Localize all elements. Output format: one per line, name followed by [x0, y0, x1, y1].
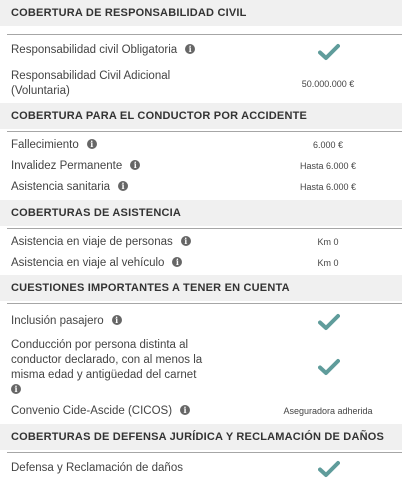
check-icon	[318, 313, 340, 331]
coverage-label: Responsabilidad Civil Adicional (Voluntaria)	[11, 70, 171, 97]
coverage-label	[11, 404, 190, 419]
info-icon[interactable]: i	[185, 44, 195, 54]
coverage-label	[11, 235, 191, 250]
coverage-label-text: Asistencia en viaje al vehículo	[11, 257, 165, 269]
info-icon[interactable]: i	[112, 315, 122, 325]
coverage-label	[11, 138, 97, 153]
section-divider	[7, 131, 402, 132]
coverage-value: Aseguradora adherida	[283, 406, 373, 416]
coverage-label	[11, 180, 128, 195]
section-divider	[7, 303, 402, 304]
section-divider	[7, 452, 402, 453]
coverage-label	[11, 159, 140, 174]
section-header-important-issues	[0, 275, 402, 301]
section-divider	[7, 34, 402, 35]
coverage-label	[11, 314, 122, 329]
coverage-label-text: Inclusión pasajero	[11, 315, 104, 327]
coverage-value: Km 0	[317, 258, 339, 268]
info-icon[interactable]: i	[172, 257, 182, 267]
coverage-label-text: Responsabilidad civil Obligatoria	[11, 44, 178, 56]
coverage-value: 50.000.000 €	[301, 79, 355, 89]
section-header-driver-accident	[0, 103, 402, 129]
coverage-label	[11, 256, 182, 271]
info-icon[interactable]: i	[118, 181, 128, 191]
section-header-assistance	[0, 200, 402, 226]
coverage-value: Hasta 6.000 €	[299, 161, 357, 171]
section-header-civil-liability	[0, 0, 402, 26]
section-title: COBERTURAS DE DEFENSA JURÍDICA Y RECLAMACIÓN DE DAÑOS	[11, 431, 385, 443]
coverage-label: Defensa y Reclamación de daños	[11, 462, 183, 474]
section-title: COBERTURA DE RESPONSABILIDAD CIVIL	[11, 7, 247, 19]
info-icon[interactable]: i	[181, 236, 191, 246]
coverage-value: 6.000 €	[312, 140, 344, 150]
coverage-label-text: Fallecimiento	[11, 139, 79, 151]
info-icon[interactable]: i	[11, 384, 21, 394]
info-icon[interactable]: i	[87, 139, 97, 149]
section-title: CUESTIONES IMPORTANTES A TENER EN CUENTA	[11, 282, 290, 294]
coverage-value: Hasta 6.000 €	[299, 182, 357, 192]
section-divider	[7, 228, 402, 229]
section-header-legal-defense	[0, 424, 402, 450]
coverage-label	[11, 338, 221, 398]
coverage-label	[11, 43, 195, 58]
info-icon[interactable]: i	[180, 405, 190, 415]
check-icon	[318, 358, 340, 376]
coverage-value: Km 0	[317, 237, 339, 247]
coverage-label-text: Asistencia sanitaria	[11, 181, 111, 193]
coverage-label-text: Conducción por persona distinta al conductor declarado, con al menos la misma edad y antigüedad del carnet	[11, 339, 203, 381]
section-title: COBERTURAS DE ASISTENCIA	[11, 207, 182, 219]
section-title: COBERTURA PARA EL CONDUCTOR POR ACCIDENTE	[11, 110, 308, 122]
coverage-label-text: Asistencia en viaje de personas	[11, 236, 173, 248]
coverage-label-text: Convenio Cide-Ascide (CICOS)	[11, 405, 173, 417]
info-icon[interactable]: i	[130, 160, 140, 170]
check-icon	[318, 43, 340, 61]
check-icon	[318, 460, 340, 478]
coverage-label-text: Invalidez Permanente	[11, 160, 123, 172]
